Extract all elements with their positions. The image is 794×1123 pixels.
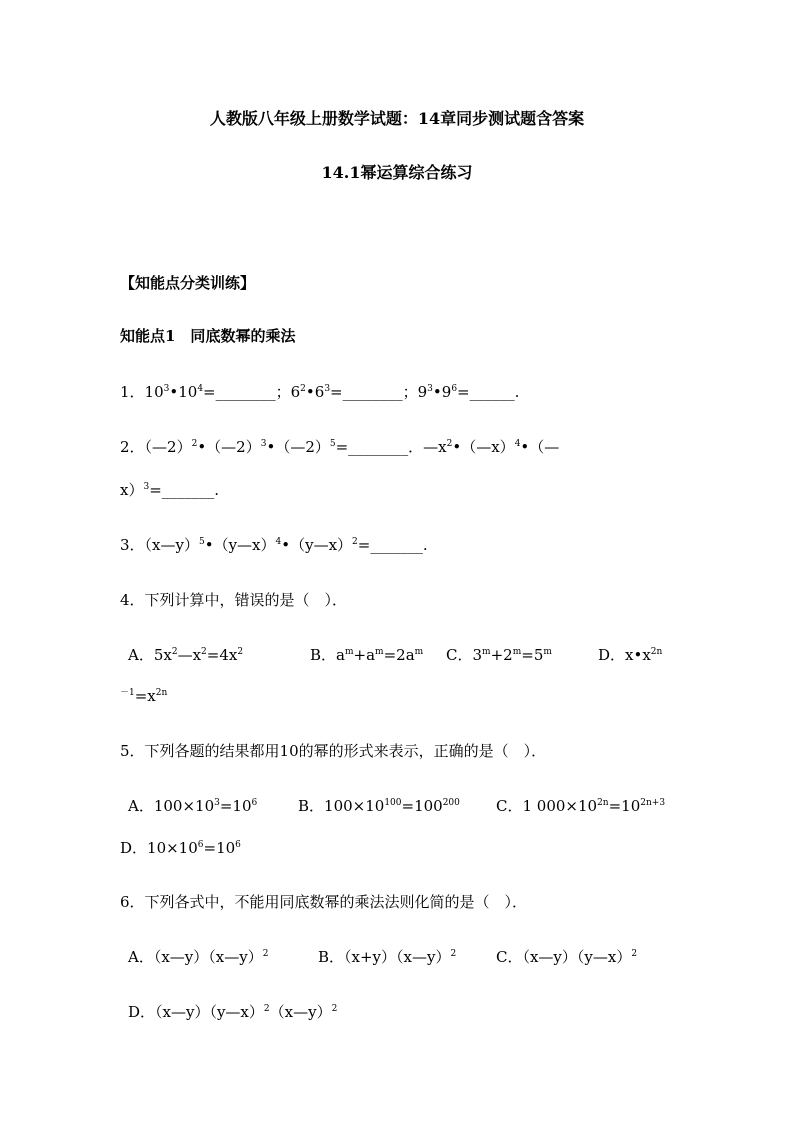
q2-exponent: 5 <box>329 439 336 449</box>
q1-part: 1．10 <box>120 383 164 401</box>
q5-option-exponent: 6 <box>235 840 241 850</box>
q4-option-part: =5 <box>521 646 544 664</box>
q3-exponent: 5 <box>198 537 205 547</box>
question-6-stem: 6．下列各式中，不能用同底数幂的乘法法则化简的是（ ）． <box>120 893 528 911</box>
q4-option-part: B．a <box>310 646 345 664</box>
q4-option-exponent: m <box>414 647 424 657</box>
subsection-heading: 知能点1 同底数幂的乘法 <box>120 327 296 345</box>
q5-option-part: =10 <box>608 797 641 815</box>
question-2-continued <box>120 480 680 500</box>
q6-option-part: D．（x—y）（y—x） <box>128 1003 264 1021</box>
q4-option-part: =x <box>134 687 156 705</box>
q1-part: •6 <box>305 383 325 401</box>
q5-option-exponent: 3 <box>214 798 220 808</box>
q2-exponent: 4 <box>514 439 521 449</box>
q3-part: 3．（x—y） <box>120 536 199 554</box>
q3-exponent: 4 <box>275 537 282 547</box>
q4-option-exponent: 2 <box>201 647 207 657</box>
q5-option-exponent: 6 <box>197 840 204 850</box>
q6-option-exponent: 2 <box>450 949 457 959</box>
q2-exponent: 3 <box>143 482 150 492</box>
q2-part: 2．（—2） <box>120 438 192 456</box>
q3-part: •（y—x） <box>204 536 276 554</box>
q5-option-part: =10 <box>203 839 236 857</box>
section-heading: 【知能点分类训练】 <box>120 274 256 292</box>
q4-option-part: =2a <box>383 646 415 664</box>
q5-option-part: C．1 000×10 <box>496 797 598 815</box>
q5-option-part: D．10×10 <box>120 839 198 857</box>
q4-option-exponent: 2 <box>171 647 178 657</box>
q1-part: =________；6 <box>203 383 301 401</box>
q6-option-part: C．（x—y）（y—x） <box>496 948 632 966</box>
document-subtitle: 14.1幂运算综合练习 <box>321 163 473 182</box>
q3-exponent: 2 <box>352 537 358 547</box>
q1-exponent: 3 <box>163 384 170 394</box>
q6-option-a <box>128 947 268 967</box>
q1-exponent: 3 <box>324 384 331 394</box>
question-2 <box>120 437 680 457</box>
question-1 <box>120 382 680 402</box>
q1-exponent: 4 <box>197 384 204 394</box>
q6-option-part: B．（x+y）（x—y） <box>318 948 451 966</box>
q4-option-part: D．x•x <box>598 646 651 664</box>
q4-option-c <box>446 645 552 665</box>
q6-option-exponent: 2 <box>262 949 269 959</box>
q4-option-d <box>598 645 662 665</box>
q2-part: •（—2） <box>266 438 330 456</box>
q4-option-part: A．5x <box>128 646 172 664</box>
q4-option-part: +2 <box>490 646 513 664</box>
q4-option-exponent: m <box>543 647 552 657</box>
q6-option-exponent: 2 <box>263 1004 270 1014</box>
q4-option-b <box>310 645 423 665</box>
q4-option-exponent: 2n <box>650 647 663 657</box>
q4-option-part: =4x <box>206 646 238 664</box>
q6-option-exponent: 2 <box>631 949 638 959</box>
q2-part: •（— <box>520 438 560 456</box>
q4-option-part: —x <box>177 646 202 664</box>
question-4-stem: 4．下列计算中，错误的是（ ）． <box>120 591 348 609</box>
q2-part: •（—x） <box>452 438 515 456</box>
q6-option-exponent: 2 <box>331 1004 338 1014</box>
q1-exponent: 3 <box>427 384 433 394</box>
q5-option-part: =10 <box>219 797 252 815</box>
q1-part: •9 <box>432 383 452 401</box>
q4-option-exponent: 2 <box>237 647 244 657</box>
q3-part: •（y—x） <box>281 536 353 554</box>
q4-option-exponent: m <box>512 647 522 657</box>
question-5-option-d <box>120 838 680 858</box>
document-title: 人教版八年级上册数学试题：14章同步测试题含答案 <box>209 109 585 128</box>
q1-exponent: 2 <box>300 384 306 394</box>
q2-part: =_______. <box>149 481 220 499</box>
q5-option-part: B．100×10 <box>298 797 385 815</box>
q5-option-exponent: 100 <box>384 798 402 808</box>
q1-exponent: 6 <box>451 384 458 394</box>
q6-option-part: A．（x—y）（x—y） <box>128 948 263 966</box>
q5-option-a <box>128 796 257 816</box>
q1-part: •10 <box>169 383 198 401</box>
q5-option-exponent: 6 <box>251 798 258 808</box>
q4-option-exponent: m <box>375 647 384 657</box>
q6-option-part: （x—y） <box>269 1003 332 1021</box>
q5-option-exponent: 200 <box>442 798 460 808</box>
q4-option-part: C．3 <box>446 646 483 664</box>
question-3 <box>120 535 680 555</box>
q5-option-part: A．100×10 <box>128 797 215 815</box>
q5-option-exponent: 2n+3 <box>640 798 666 808</box>
q2-exponent: 3 <box>260 439 267 449</box>
q4-option-a <box>128 645 243 665</box>
q4-option-exponent: 2n <box>155 688 168 698</box>
q6-option-b <box>318 947 456 967</box>
q2-exponent: 2 <box>191 439 198 449</box>
q2-exponent: 2 <box>446 439 453 449</box>
q5-option-c <box>496 796 665 816</box>
question-5-stem: 5．下列各题的结果都用10的幂的形式来表示，正确的是（ ）． <box>120 742 547 760</box>
q1-part: =________；9 <box>330 383 428 401</box>
q4-option-exponent: m <box>482 647 491 657</box>
q6-option-c <box>496 947 637 967</box>
q4-option-exponent: －1 <box>120 688 135 698</box>
q5-option-b <box>298 796 460 816</box>
q2-part: =________．—x <box>335 438 447 456</box>
q4-option-part: +a <box>353 646 376 664</box>
q4-option-exponent: m <box>344 647 354 657</box>
q5-option-part: =100 <box>401 797 443 815</box>
q3-part: =_______. <box>357 536 428 554</box>
q1-part: =______. <box>457 383 520 401</box>
q5-option-exponent: 2n <box>597 798 609 808</box>
question-6-option-d <box>128 1002 688 1022</box>
question-4-option-d-continued <box>120 686 680 706</box>
q2-part: x） <box>120 481 144 499</box>
q2-part: •（—2） <box>197 438 261 456</box>
